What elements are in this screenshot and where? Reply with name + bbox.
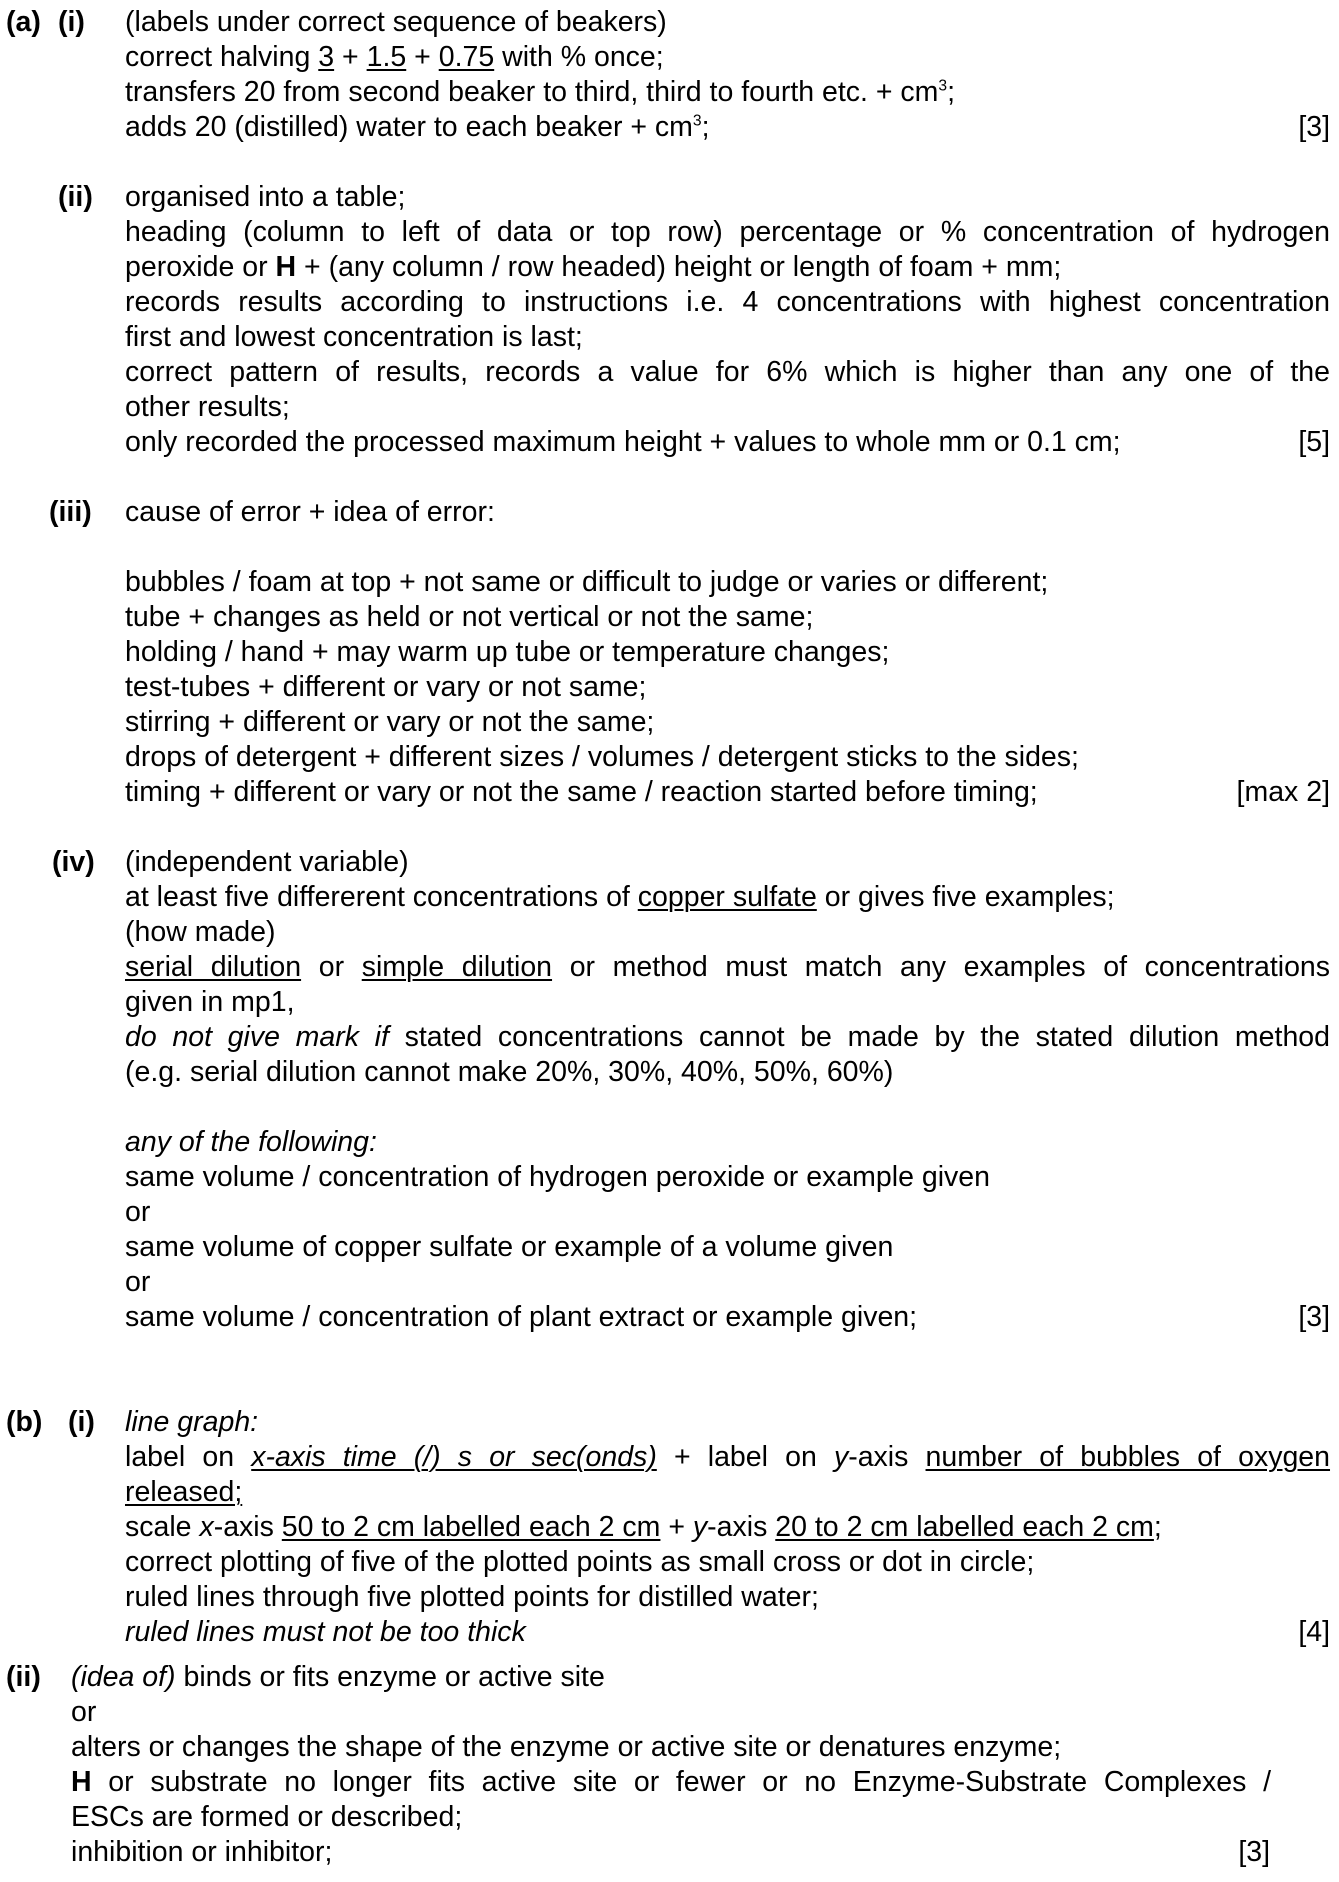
b-i-mark: [4] — [1298, 1616, 1330, 1648]
b-i-line-4: scale x-axis 50 to 2 cm labelled each 2 cm + y-axis 20 to 2 cm labelled each 2 cm; — [125, 1511, 1162, 1543]
a-ii-mark: [5] — [1298, 426, 1330, 458]
a-iv-line-12: or — [125, 1266, 151, 1298]
a-ii-line-7: other results; — [125, 391, 290, 423]
a-iv-line-4: serial dilution or simple dilution or method must match any examples of concentrations — [125, 951, 1331, 983]
part-b-i-label: (i) — [68, 1406, 95, 1438]
b-i-line-5: correct plotting of five of the plotted points as small cross or dot in circle; — [125, 1546, 1035, 1578]
part-a-ii-label: (ii) — [58, 181, 93, 213]
a-ii-line-2: heading (column to left of data or top row) percentage or % concentration of hydrogen — [125, 216, 1330, 248]
a-i-line-2: correct halving 3 + 1.5 + 0.75 with % once; — [125, 41, 664, 73]
a-iv-line-6: do not give mark if stated concentrations cannot be made by the stated dilution method — [125, 1021, 1330, 1053]
a-iv-mark: [3] — [1298, 1301, 1330, 1333]
a-iv-line-5: given in mp1, — [125, 986, 295, 1018]
b-i-line-1: line graph: — [125, 1406, 259, 1438]
b-ii-line-3: alters or changes the shape of the enzyme or active site or denatures enzyme; — [71, 1731, 1062, 1763]
a-iii-line-1: bubbles / foam at top + not same or difficult to judge or varies or different; — [125, 566, 1049, 598]
a-ii-line-4: records results according to instructions i.e. 4 concentrations with highest concentration — [125, 286, 1330, 318]
a-ii-line-8: only recorded the processed maximum height + values to whole mm or 0.1 cm; — [125, 426, 1121, 458]
a-iv-line-2: at least five differerent concentrations of copper sulfate or gives five examples; — [125, 881, 1115, 913]
b-ii-line-5: ESCs are formed or described; — [71, 1801, 463, 1833]
a-i-line-1: (labels under correct sequence of beakers) — [125, 6, 667, 38]
a-iv-line-7: (e.g. serial dilution cannot make 20%, 30%, 40%, 50%, 60%) — [125, 1056, 894, 1088]
part-b-label: (b) — [6, 1406, 43, 1438]
a-i-line-4: adds 20 (distilled) water to each beaker + $cm^3$; — [125, 111, 710, 143]
a-iii-line-3: holding / hand + may warm up tube or temperature changes; — [125, 636, 890, 668]
b-ii-line-1: (idea of) binds or fits enzyme or active site — [71, 1661, 605, 1693]
a-ii-line-3: peroxide or H + (any column / row headed) height or length of foam + mm; — [125, 251, 1062, 283]
a-iii-line-6: drops of detergent + different sizes / volumes / detergent sticks to the sides; — [125, 741, 1079, 773]
part-a-i-label: (i) — [58, 6, 85, 38]
part-b-ii-label: (ii) — [6, 1661, 41, 1693]
a-ii-line-5: first and lowest concentration is last; — [125, 321, 583, 353]
a-ii-line-6: correct pattern of results, records a value for 6% which is higher than any one of the — [125, 356, 1330, 388]
b-i-line-2: label on x-axis time (/) s or sec(onds) + label on y-axis number of bubbles of oxygen — [125, 1441, 1331, 1473]
a-i-line-3: transfers 20 from second beaker to third, third to fourth etc. + $cm^3$; — [125, 76, 956, 108]
a-iv-line-11: same volume of copper sulfate or example of a volume given — [125, 1231, 894, 1263]
part-a-iii-label: (iii) — [49, 496, 92, 528]
b-i-line-7: ruled lines must not be too thick — [125, 1616, 526, 1648]
a-iii-intro: cause of error + idea of error: — [125, 496, 495, 528]
part-a-label: (a) — [6, 6, 41, 38]
b-ii-line-4: H or substrate no longer fits active site or fewer or no Enzyme-Substrate Complexes / — [71, 1766, 1271, 1798]
b-ii-line-6: inhibition or inhibitor; — [71, 1836, 333, 1868]
a-i-mark: [3] — [1298, 111, 1330, 143]
a-iii-line-5: stirring + different or vary or not the same; — [125, 706, 655, 738]
b-i-line-6: ruled lines through five plotted points for distilled water; — [125, 1581, 819, 1613]
a-ii-line-1: organised into a table; — [125, 181, 406, 213]
a-iii-mark: [max 2] — [1236, 776, 1330, 808]
a-iii-line-2: tube + changes as held or not vertical or not the same; — [125, 601, 814, 633]
a-iv-line-3: (how made) — [125, 916, 276, 948]
a-iv-line-13: same volume / concentration of plant extract or example given; — [125, 1301, 918, 1333]
b-ii-mark: [3] — [1238, 1836, 1270, 1868]
a-iii-line-4: test-tubes + different or vary or not same; — [125, 671, 647, 703]
a-iv-line-1: (independent variable) — [125, 846, 409, 878]
a-iv-line-9: same volume / concentration of hydrogen peroxide or example given — [125, 1161, 990, 1193]
a-iv-line-8: any of the following: — [125, 1126, 377, 1158]
b-i-line-3: released; — [125, 1476, 243, 1508]
b-ii-line-2: or — [71, 1696, 97, 1728]
a-iv-line-10: or — [125, 1196, 151, 1228]
part-a-iv-label: (iv) — [52, 846, 95, 878]
a-iii-line-7: timing + different or vary or not the same / reaction started before timing; — [125, 776, 1038, 808]
